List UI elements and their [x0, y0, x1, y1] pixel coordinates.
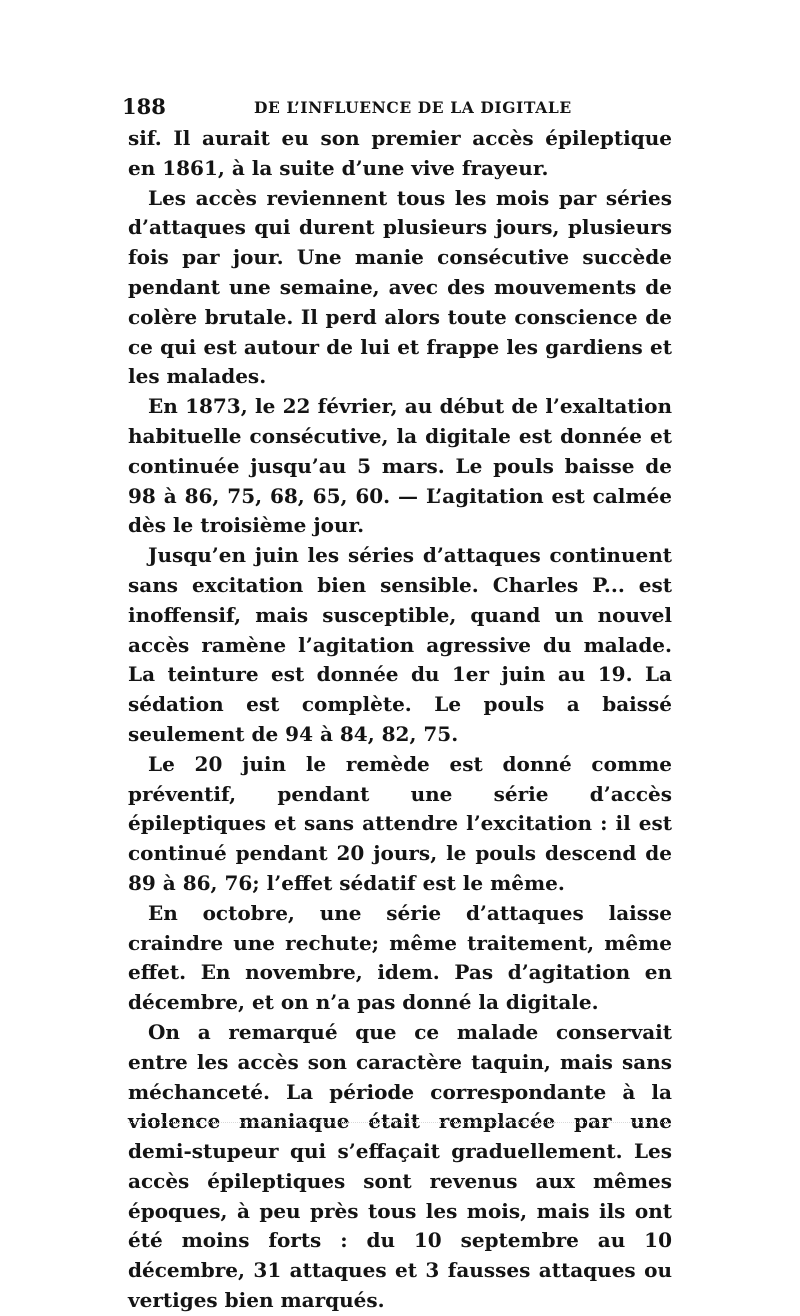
body-text [128, 124, 672, 1316]
paragraph: On a remarqué que ce malade conservait entre les accès son caractère taquin, mais sans méchanceté. La période correspondante à la violence maniaque était remplacée par une demi-stupeur qui s’effaçait graduellement. Les accès épileptiques sont revenus aux mêmes époques, à peu près tous les mois, mais ils ont été moins forts : du 10 septembre au 10 décembre, 31 attaques et 3 fausses attaques ou vertiges bien marqués. [128, 1019, 672, 1313]
page-bottom-bleed [128, 1122, 668, 1123]
paragraph: Les accès reviennent tous les mois par séries d’attaques qui durent plusieurs jours, plusieurs fois par jour. Une manie consécutive succède pendant une semaine, avec des mouvements de colère brutale. Il perd alors toute conscience de ce qui est autour de lui et frappe les gardiens et les malades. [128, 185, 672, 389]
paragraph: Le 20 juin le remède est donné comme préventif, pendant une série d’accès épileptiques et sans attendre l’excitation : il est continué pendant 20 jours, le pouls descend de 89 à 86, 76; l’effet sédatif est le même. [128, 751, 672, 895]
paragraph: Jusqu’en juin les séries d’attaques continuent sans excitation bien sensible. Charles P... est inoffensif, mais susceptible, quand un nouvel accès ramène l’agitation agressive du malade. La teinture est donnée du 1er juin au 19. La sédation est complète. Le pouls a baissé seulement de 94 à 84, 82, 75. [128, 543, 672, 746]
paragraph-continuation: sif. Il aurait eu son premier accès épileptique en 1861, à la suite d’une vive frayeur. [128, 126, 672, 180]
paragraph: En 1873, le 22 février, au début de l’exaltation habituelle consécutive, la digitale est donnée et continuée jusqu’au 5 mars. Le pouls baisse de 98 à 86, 75, 68, 65, 60. — L’agitation est calmée dès le troisième jour. [128, 394, 672, 538]
paragraph: En octobre, une série d’attaques laisse craindre une rechute; même traitement, même effet. En novembre, idem. Pas d’agitation en décembre, et on n’a pas donné la digitale. [128, 900, 672, 1015]
page-header [122, 94, 670, 124]
page-number: 188 [122, 94, 166, 119]
running-title: DE L’INFLUENCE DE LA DIGITALE [254, 98, 572, 117]
